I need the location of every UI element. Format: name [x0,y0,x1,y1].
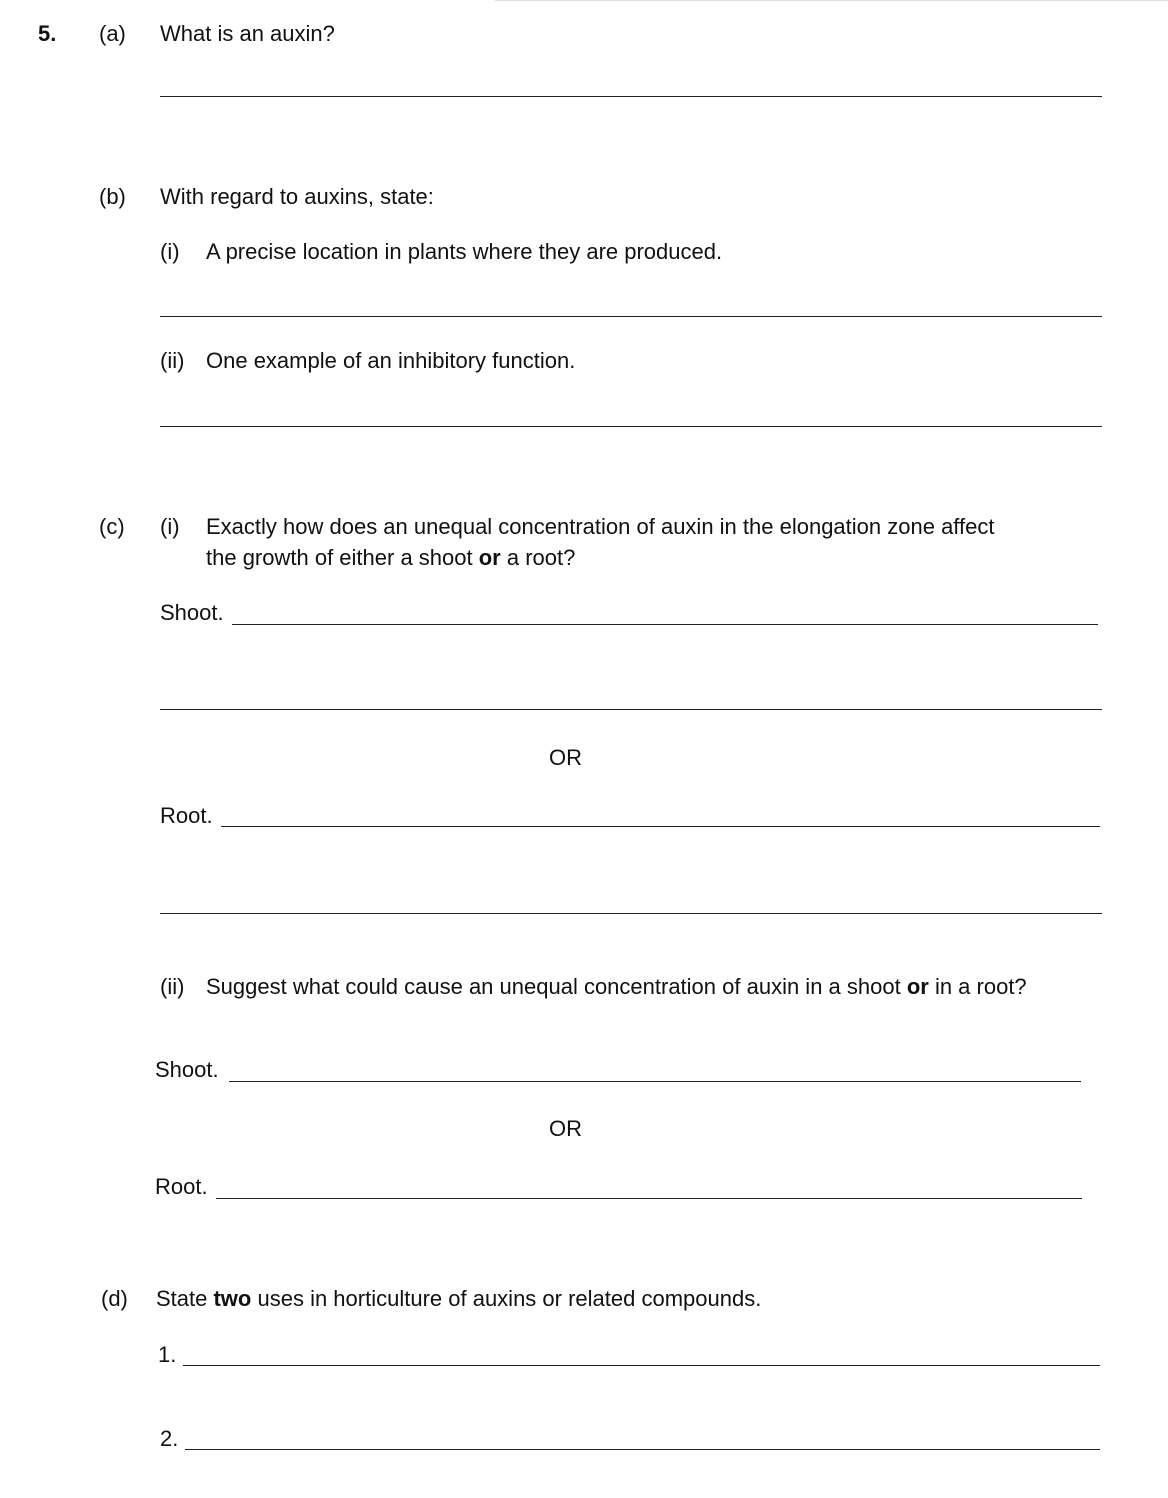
part-b-ii-text: One example of an inhibitory function. [206,348,576,373]
part-c-label: (c) [99,514,125,539]
part-d-item-1: 1. [158,1342,177,1367]
part-c-i-text-line2: the growth of either a shoot or a root? [206,545,576,570]
part-c-i-shoot-label: Shoot. [160,600,224,625]
part-b-label: (b) [99,184,126,209]
answer-line-b-ii[interactable] [160,426,1102,427]
part-b-i-text: A precise location in plants where they are produced. [206,239,723,264]
answer-line-a[interactable] [160,96,1102,97]
part-c-i-text-line1: Exactly how does an unequal concentration of auxin in the elongation zone affect [206,514,995,539]
answer-line-c-i-shoot-2[interactable] [160,709,1102,710]
part-c-i-label: (i) [160,514,180,539]
answer-line-d-1[interactable] [183,1365,1100,1366]
part-c-ii-label: (ii) [160,974,185,999]
part-a-prompt: What is an auxin? [160,21,335,46]
part-b-prompt: With regard to auxins, state: [160,184,434,209]
part-c-i-root-label: Root. [160,803,213,828]
answer-line-c-i-root-2[interactable] [160,913,1102,914]
answer-line-b-i[interactable] [160,316,1102,317]
part-c-i-or: OR [549,745,582,770]
part-b-i-label: (i) [160,239,180,264]
answer-line-c-ii-root[interactable] [216,1198,1082,1199]
part-c-ii-root-label: Root. [155,1174,208,1199]
part-c-ii-text: Suggest what could cause an unequal concentration of auxin in a shoot or in a root? [206,974,1027,999]
part-c-ii-or: OR [549,1116,582,1141]
part-d-text: State two uses in horticulture of auxins or related compounds. [156,1286,762,1311]
page-top-border [495,0,1168,1]
part-d-label: (d) [101,1286,128,1311]
question-number: 5. [38,21,57,46]
answer-line-c-i-root-1[interactable] [221,826,1100,827]
answer-line-c-ii-shoot[interactable] [229,1081,1081,1082]
part-c-ii-shoot-label: Shoot. [155,1057,219,1082]
part-b-ii-label: (ii) [160,348,185,373]
answer-line-c-i-shoot-1[interactable] [232,624,1098,625]
part-d-item-2: 2. [160,1426,179,1451]
part-a-label: (a) [99,21,126,46]
answer-line-d-2[interactable] [185,1449,1100,1450]
